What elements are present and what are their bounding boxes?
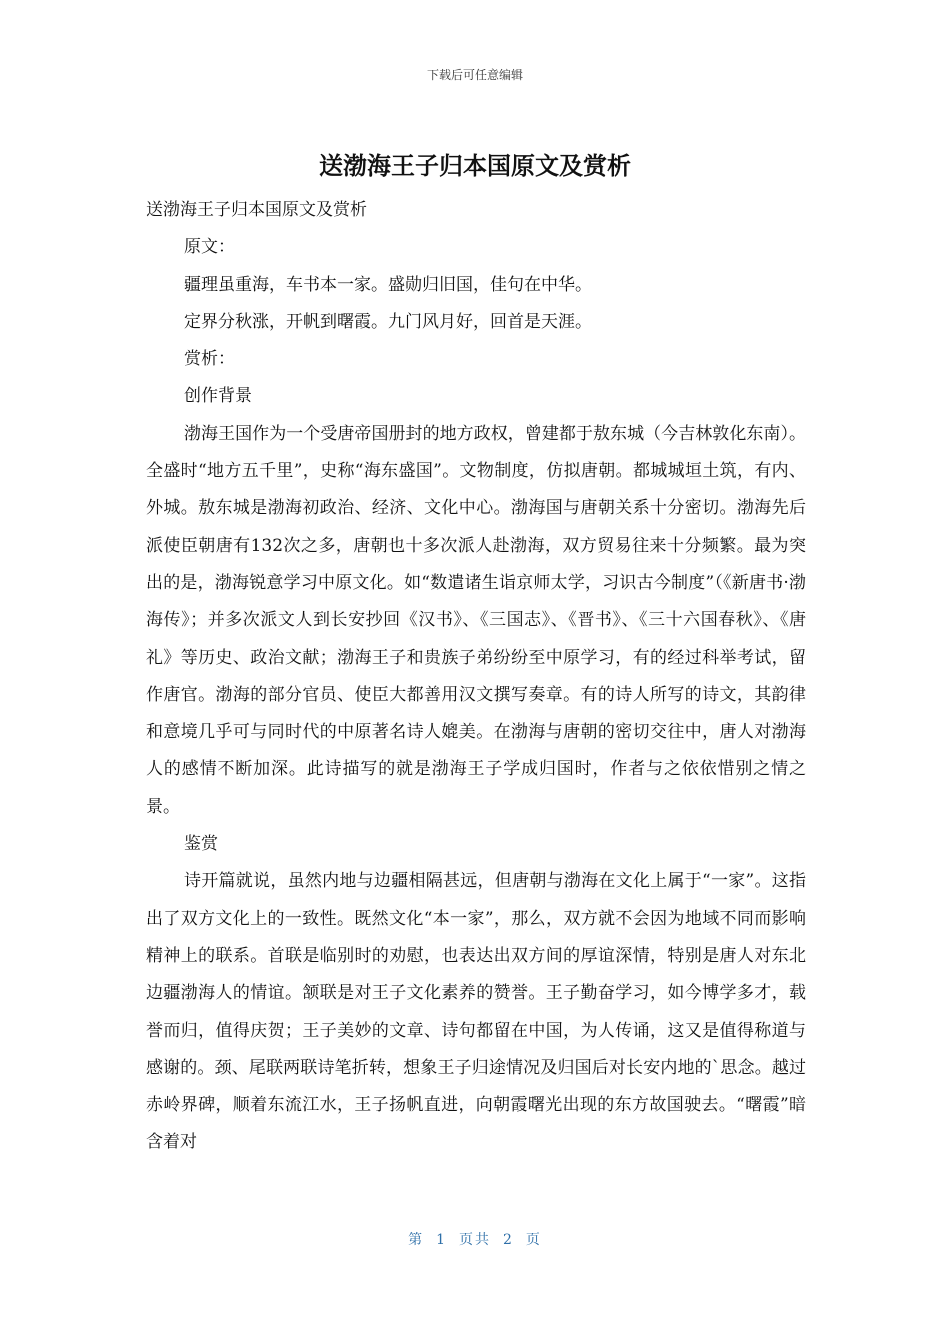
footer-suffix: 页 bbox=[525, 1232, 542, 1248]
document-title: 送渤海王子归本国原文及赏析 bbox=[319, 152, 631, 180]
footer-middle: 页共 bbox=[459, 1232, 491, 1248]
footer-current-page: 1 bbox=[436, 1232, 447, 1248]
paragraph-background: 渤海王国作为一个受唐帝国册封的地方政权，曾建都于敖东城（今吉林敦化东南）。全盛时“地方五千里”，史称“海东盛国”。文物制度，仿拟唐朝。都城城垣土筑，有内、外城。敖东城是渤海初政治、经济、文化中心。渤海国与唐朝关系十分密切。渤海先后派使臣朝唐有132次之多，唐朝也十多次派人赴渤海，双方贸易往来十分频繁。最为突出的是，渤海锐意学习中原文化。如“数遣诸生诣京师太学，习识古今制度”（《新唐书·渤海传》；并多次派文人到长安抄回《汉书》、《三国志》、《晋书》、《三十六国春秋》、《唐礼》等历史、政治文献；渤海王子和贵族子弟纷纷至中原学习，有的经过科举考试，留作唐官。渤海的部分官员、使臣大都善用汉文撰写奏章。有的诗人所写的诗文，其韵律和意境几乎可与同时代的中原著名诗人媲美。在渤海与唐朝的密切交往中，唐人对渤海人的感情不断加深。此诗描写的就是渤海王子学成归国时，作者与之依依惜别之情之景。 bbox=[146, 423, 806, 817]
section-label-original: 原文： bbox=[184, 237, 235, 258]
subtitle-line: 送渤海王子归本国原文及赏析 bbox=[146, 200, 367, 220]
footer-total-pages: 2 bbox=[503, 1232, 514, 1248]
paragraph-appreciation: 诗开篇就说，虽然内地与边疆相隔甚远，但唐朝与渤海在文化上属于“一家”。这指出了双方文化上的一致性。既然文化“本一家”，那么，双方就不会因为地域不同而影响精神上的联系。首联是临别时的劝慰，也表达出双方间的厚谊深情，特别是唐人对东北边疆渤海人的情谊。颔联是对王子文化素养的赞誉。王子勤奋学习，如今博学多才，载誉而归，值得庆贺；王子美妙的文章、诗句都留在中国，为人传诵，这又是值得称道与感谢的。颈、尾联两联诗笔折转，想象王子归途情况及归国后对长安内地的`思念。越过赤岭界碑，顺着东流江水，王子扬帆直进，向朝霞曙光出现的东方故国驶去。“曙霞”暗含着对 bbox=[146, 871, 806, 1153]
page-footer bbox=[0, 1229, 950, 1249]
poem-line-2: 定界分秋涨，开帆到曙霞。九门风月好，回首是天涯。 bbox=[184, 311, 592, 332]
poem-line-1: 疆理虽重海，车书本一家。盛勋归旧国，佳句在中华。 bbox=[184, 274, 592, 295]
footer-prefix: 第 bbox=[408, 1232, 425, 1248]
document-body bbox=[146, 192, 806, 1162]
heading-appreciation: 鉴赏 bbox=[184, 834, 218, 855]
section-label-analysis: 赏析： bbox=[184, 349, 235, 370]
heading-background: 创作背景 bbox=[184, 386, 252, 407]
page-header: 下载后可任意编辑 bbox=[426, 68, 523, 82]
